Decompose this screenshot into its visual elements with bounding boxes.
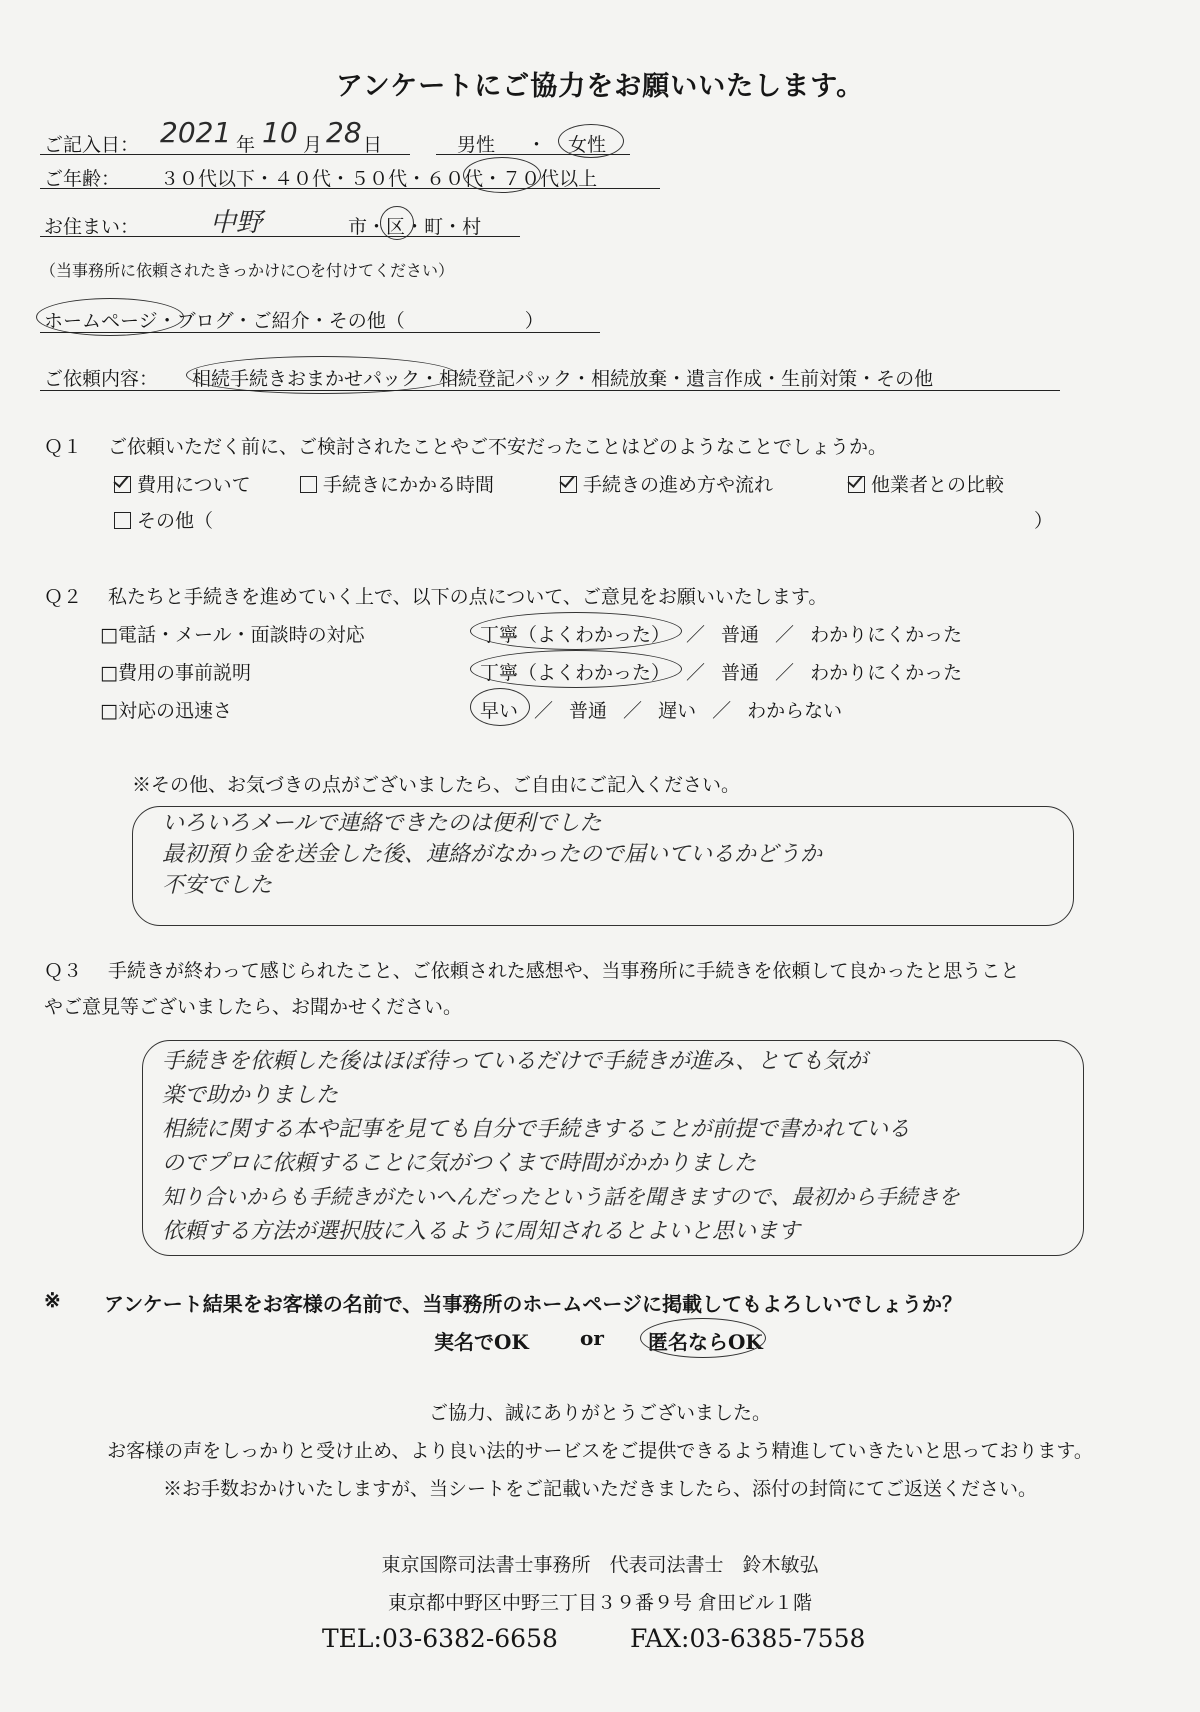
q1-option-compare[interactable] [848, 470, 1004, 497]
residence-ward[interactable]: 区 [386, 216, 406, 238]
q1-other-close: ） [1034, 510, 1054, 532]
trigger-homepage[interactable]: ホームページ [44, 310, 158, 332]
publish-question: アンケート結果をお客様の名前で、当事務所のホームページに掲載してもよろしいでしょうか？ [104, 1292, 962, 1316]
q3-comment-line-3: 相続に関する本や記事を見ても自分で手続きすることが前提で書かれている [162, 1117, 911, 1142]
entry-day-unit: 日 [363, 134, 383, 156]
publish-anonymous-ok[interactable]: 匿名ならOK [648, 1330, 763, 1354]
q1-option-process-label: 手続きの進め方や流れ [583, 474, 774, 496]
request-other[interactable]: その他 [876, 368, 934, 390]
q3-question-line-2: やご意見等ございましたら、お聞かせください。 [44, 996, 463, 1018]
entry-year-value: 2021 [160, 116, 232, 149]
q1-option-compare-label: 他業者との比較 [871, 474, 1005, 496]
residence-town[interactable]: 町 [424, 216, 444, 238]
office-address: 東京都中野区中野三丁目３９番９号 倉田ビル１階 [387, 1592, 813, 1614]
entry-month-unit: 月 [303, 134, 323, 156]
residence-options: 市・区・町・村 [348, 216, 482, 238]
q1-option-other[interactable] [114, 506, 213, 533]
gender-underline [436, 154, 630, 155]
publish-mark: ※ [44, 1288, 61, 1312]
age-option-60s[interactable]: ６０代 [426, 168, 484, 190]
q2-fee-selection-circle [470, 650, 682, 688]
office-tel[interactable]: TEL:03-6382-6658 [322, 1624, 558, 1653]
q1-checkbox-other[interactable] [114, 512, 131, 529]
request-will[interactable]: 遺言作成 [686, 368, 763, 390]
q2-speed-fast[interactable]: 早い [480, 700, 519, 722]
q2-speed-sep-1: ／ [534, 700, 554, 722]
q2-comment-line-3: 不安でした [162, 873, 273, 898]
entry-month-value: 10 [262, 116, 298, 149]
q2-speed-sep-3: ／ [712, 700, 732, 722]
q3-comment-line-1: 手続きを依頼した後はほぼ待っているだけで手続きが進み、とても気が [162, 1049, 868, 1074]
q2-speed-selection-circle [470, 688, 530, 726]
trigger-selection-circle [36, 298, 184, 336]
entry-date-underline [40, 154, 410, 155]
request-omakase-pack[interactable]: 相続手続きおまかせパック [192, 368, 421, 390]
q2-other-prompt: ※その他、お気づきの点がございましたら、ご自由にご記入ください。 [132, 774, 741, 796]
q1-question: ご依頼いただく前に、ご検討されたことやご不安だったことはどのようなことでしょうか。 [108, 436, 888, 458]
q1-option-other-label: その他（ [137, 510, 214, 532]
q1-checkbox-cost[interactable] [114, 476, 131, 493]
age-option-50s[interactable]: ５０代 [350, 168, 408, 190]
trigger-underline [40, 332, 600, 333]
q2-contact-unclear[interactable]: わかりにくかった [810, 624, 963, 646]
request-registration-pack[interactable]: 相続登記パック [439, 368, 573, 390]
q2-fee-unclear[interactable]: わかりにくかった [810, 662, 963, 684]
q1-option-cost-label: 費用について [137, 474, 251, 496]
q2-question: 私たちと手続きを進めていく上で、以下の点について、ご意見をお願いいたします。 [108, 586, 828, 608]
q1-checkbox-compare[interactable] [848, 476, 865, 493]
thanks-line-1: ご協力、誠にありがとうございました。 [428, 1402, 771, 1424]
residence-label: お住まい： [44, 216, 140, 238]
thanks-line-3: ※お手数おかけいたしますが、当シートをご記載いただきましたら、添付の封筒にてご返送ください。 [162, 1478, 1037, 1500]
request-underline [40, 390, 1060, 391]
entry-year-unit: 年 [236, 134, 256, 156]
trigger-options: ホームページ・ブログ・ご紹介・その他（ ） [44, 310, 544, 332]
trigger-referral[interactable]: ご紹介 [252, 310, 310, 332]
request-selection-circle [186, 356, 458, 394]
age-label: ご年齢： [44, 168, 121, 190]
gender-selection-circle [558, 124, 624, 158]
q1-option-time[interactable] [300, 470, 494, 497]
entry-day-value: 28 [326, 116, 362, 149]
q2-speed-unknown[interactable]: わからない [747, 700, 843, 722]
trigger-other-close: ） [524, 310, 544, 332]
q1-checkbox-process[interactable] [560, 476, 577, 493]
residence-village[interactable]: 村 [462, 216, 482, 238]
q3-comment-line-4: のでプロに依頼することに気がつくまで時間がかかりました [162, 1151, 757, 1176]
q2-row-fee-label[interactable]: □費用の事前説明 [100, 662, 251, 684]
publish-real-name-ok[interactable]: 実名でOK [434, 1330, 529, 1354]
residence-value: 中野 [210, 208, 263, 238]
thanks-line-2: お客様の声をしっかりと受け止め、より良い法的サービスをご提供できるよう精進していきたいと思っております。 [107, 1440, 1093, 1462]
q2-number: Ｑ２ [44, 586, 83, 608]
q2-speed-normal[interactable]: 普通 [569, 700, 608, 722]
trigger-blog[interactable]: ブログ [176, 310, 234, 332]
gender-female[interactable]: 女性 [568, 134, 607, 156]
q3-number: Ｑ３ [44, 960, 83, 982]
q3-comment-line-6: 依頼する方法が選択肢に入るように周知されるとよいと思います [162, 1219, 801, 1244]
q2-comment-line-2: 最初預り金を送金した後、連絡がなかったので届いているかどうか [162, 842, 823, 867]
residence-city[interactable]: 市 [348, 216, 368, 238]
q2-fee-sep-2: ／ [775, 662, 795, 684]
trigger-other[interactable]: その他（ [328, 310, 405, 332]
q1-option-process[interactable] [560, 470, 773, 497]
q1-checkbox-time[interactable] [300, 476, 317, 493]
q3-comment-line-2: 楽で助かりました [162, 1083, 339, 1108]
q1-option-time-label: 手続きにかかる時間 [323, 474, 495, 496]
survey-title: アンケートにご協力をお願いいたします。 [335, 71, 865, 102]
age-option-40s[interactable]: ４０代 [274, 168, 332, 190]
request-label: ご依頼内容： [44, 368, 159, 390]
trigger-note: （当事務所に依頼されたきっかけに○を付けてください） [40, 261, 454, 280]
q2-row-speed-label[interactable]: □対応の迅速さ [100, 700, 232, 722]
q1-number: Ｑ１ [44, 436, 83, 458]
gender-separator: ・ [527, 134, 547, 156]
publish-selection-circle [640, 1318, 766, 1358]
request-options: 相続手続きおまかせパック・相続登記パック・相続放棄・遺言作成・生前対策・その他 [192, 368, 934, 390]
q2-row-contact-label[interactable]: □電話・メール・面談時の対応 [100, 624, 365, 646]
age-option-70s[interactable]: ７０代以上 [502, 168, 598, 190]
q3-question-line-1: 手続きが終わって感じられたこと、ご依頼された感想や、当事務所に手続きを依頼して良かったと思うこと [108, 960, 1020, 982]
office-fax: FAX:03-6385-7558 [630, 1624, 866, 1653]
q1-option-cost[interactable] [114, 470, 251, 497]
age-option-30s[interactable]: ３０代以下 [160, 168, 256, 190]
residence-selection-circle [380, 206, 414, 240]
request-renunciation[interactable]: 相続放棄 [591, 368, 668, 390]
age-options: ３０代以下・４０代・５０代・６０代・７０代以上 [160, 168, 598, 190]
q2-contact-polite[interactable]: 丁寧（よくわかった） [480, 624, 671, 646]
request-estate-planning[interactable]: 生前対策 [781, 368, 858, 390]
q2-comment-line-1: いろいろメールで連絡できたのは便利でした [162, 811, 602, 836]
q2-contact-sep-1: ／ [686, 624, 706, 646]
entry-date-label: ご記入日： [44, 134, 140, 156]
q2-row-speed-choices [480, 696, 842, 723]
office-name: 東京国際司法書士事務所 代表司法書士 鈴木敏弘 [381, 1554, 819, 1576]
q2-contact-sep-2: ／ [775, 624, 795, 646]
residence-underline [40, 236, 520, 237]
q2-fee-polite[interactable]: 丁寧（よくわかった） [480, 662, 671, 684]
publish-or: or [580, 1326, 604, 1350]
gender-male[interactable]: 男性 [457, 134, 496, 156]
q2-contact-selection-circle [470, 612, 682, 650]
age-underline [40, 188, 660, 189]
q2-fee-sep-1: ／ [686, 662, 706, 684]
q2-speed-slow[interactable]: 遅い [658, 700, 697, 722]
q2-speed-sep-2: ／ [623, 700, 643, 722]
q2-contact-normal[interactable]: 普通 [721, 624, 760, 646]
q3-comment-line-5: 知り合いからも手続きがたいへんだったという話を聞きますので、最初から手続きを [162, 1185, 960, 1209]
q2-fee-normal[interactable]: 普通 [721, 662, 760, 684]
